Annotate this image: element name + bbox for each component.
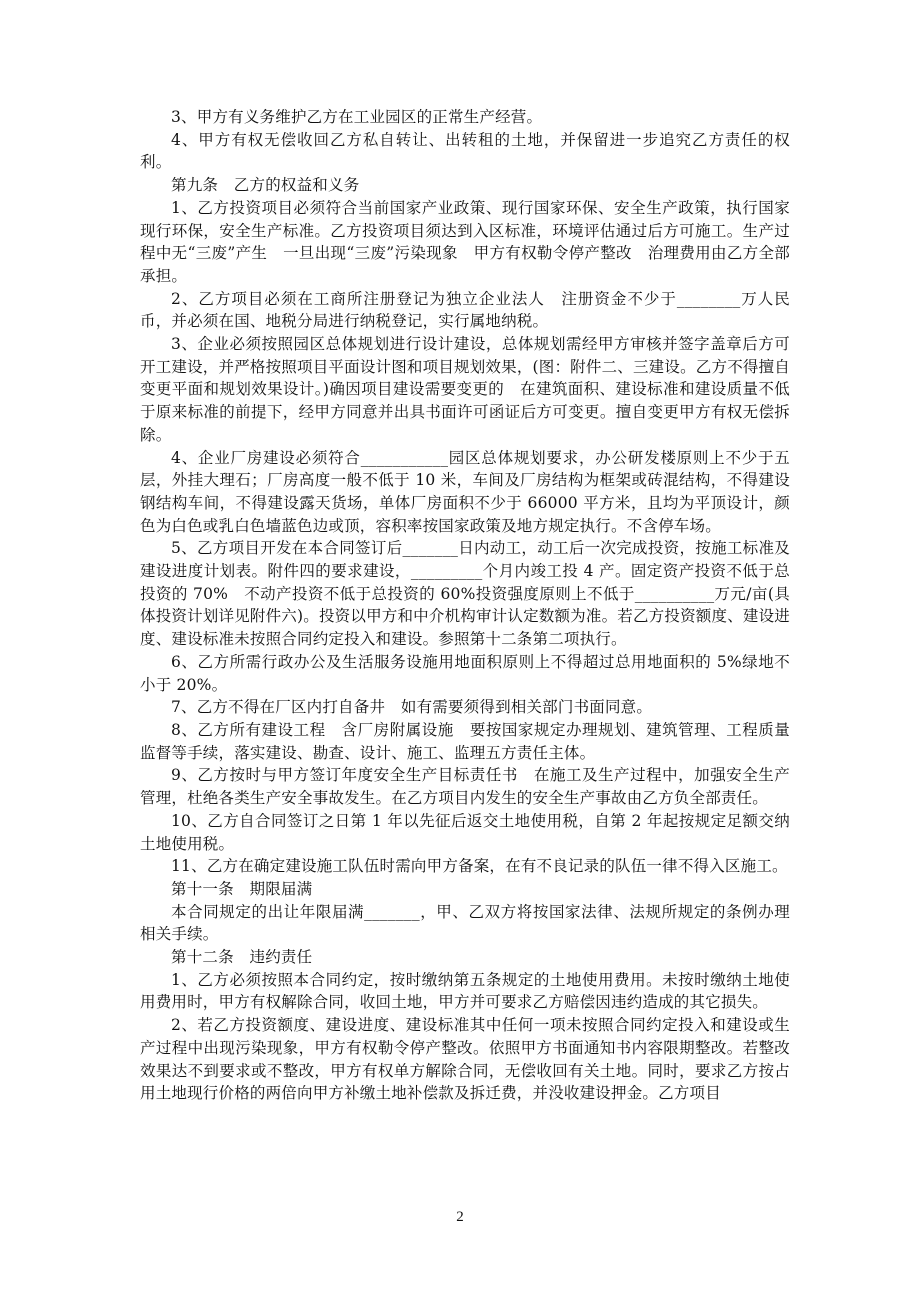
clause-9-8: 8、乙方所有建设工程 含厂房附属设施 要按国家规定办理规划、建筑管理、工程质量监督等手续，落实建设、勘查、设计、施工、监理五方责任主体。 xyxy=(140,720,790,762)
clause-12-1: 1、乙方必须按照本合同约定，按时缴纳第五条规定的土地使用费用。未按时缴纳土地使用费用时，甲方有权解除合同，收回土地，甲方并可要求乙方赔偿因违约造成的其它损失。 xyxy=(140,970,790,1012)
article-12-heading: 第十二条 违约责任 xyxy=(171,948,313,967)
clause-9-9: 9、乙方按时与甲方签订年度安全生产目标责任书 在施工及生产过程中，加强安全生产管理，杜绝各类生产安全事故发生。在乙方项目内发生的安全生产事故由乙方负全部责任。 xyxy=(140,766,790,808)
article-11-heading: 第十一条 期限届满 xyxy=(171,879,313,898)
clause-9-11: 11、乙方在确定建设施工队伍时需向甲方备案，在有不良记录的队伍一律不得入区施工。 xyxy=(171,857,788,876)
clause-9-1: 1、乙方投资项目必须符合当前国家产业政策、现行国家环保、安全生产政策，执行国家现行环保，安全生产标准。乙方投资项目须达到入区标准，环境评估通过后方可施工。生产过程中无“三废”产生 一旦出现“三废”污染现象 甲方有权勒令停产整改 治理费用由乙方全部承担。 xyxy=(140,198,790,285)
clause-12-2: 2、若乙方投资额度、建设进度、建设标准其中任何一项未按照合同约定投入和建设或生产过程中出现污染现象，甲方有权勒令停产整改。依照甲方书面通知书内容限期整改。若整改效果达不到要求或不整改，甲方有权单方解除合同，无偿收回有关土地。同时，要求乙方按占用土地现行价格的两倍向甲方补缴土地补偿款及拆迁费，并没收建设押金。乙方项目 xyxy=(140,1016,790,1103)
clause-9-7: 7、乙方不得在厂区内打自备井 如有需要须得到相关部门书面同意。 xyxy=(171,698,653,717)
clause-9-4: 4、企业厂房建设必须符合___________园区总体规划要求，办公研发楼原则上不少于五层，外挂大理石；厂房高度一般不低于 10 米，车间及厂房结构为框架或砖混结构，不得建设钢结构车间，不得建设露天货场，单体厂房面积不少于 66000 平方米，且均为平顶设计，颜色为白色或乳白色墙蓝色边或顶，容积率按国家政策及地方规定执行。不含停车场。 xyxy=(140,448,790,535)
document-body xyxy=(140,106,790,1105)
clause-9-10: 10、乙方自合同签订之日第 1 年以先征后返交土地使用税，自第 2 年起按规定足额交纳土地使用税。 xyxy=(140,811,790,853)
clause-9-5: 5、乙方项目开发在本合同签订后_______日内动工，动工后一次完成投资，按施工标准及建设进度计划表。附件四的要求建设，_________个月内竣工投 4 产。固定资产投资不低于总投资的 70% 不动产投资不低于总投资的 60%投资强度原则上不低于__________万元/亩(具体投资计划详见附件六)。投资以甲方和中介机构审计认定数额为准。若乙方投资额度、建设进度、建设标准未按照合同约定投入和建设。参照第十二条第二项执行。 xyxy=(140,539,790,649)
clause-11-text: 本合同规定的出让年限届满_______，甲、乙双方将按国家法律、法规所规定的条例办理相关手续。 xyxy=(140,902,790,944)
clause-9-3: 3、企业必须按照园区总体规划进行设计建设，总体规划需经甲方审核并签字盖章后方可开工建设，并严格按照项目平面设计图和项目规划效果，(图：附件二、三建设。乙方不得擅自变更平面和规划效果设计。)确因项目建设需要变更的 在建筑面积、建设标准和建设质量不低于原来标准的前提下，经甲方同意并出具书面许可函证后方可变更。擅自变更甲方有权无偿拆除。 xyxy=(140,335,790,444)
clause-8-4: 4、甲方有权无偿收回乙方私自转让、出转租的土地，并保留进一步追究乙方责任的权利。 xyxy=(140,130,790,172)
clause-9-2: 2、乙方项目必须在工商所注册登记为独立企业法人 注册资金不少于________万人民币，并必须在国、地税分局进行纳税登记，实行属地纳税。 xyxy=(140,289,790,331)
page-number: 2 xyxy=(456,1209,464,1225)
article-9-heading: 第九条 乙方的权益和义务 xyxy=(171,176,360,195)
clause-8-3: 3、甲方有义务维护乙方在工业园区的正常生产经营。 xyxy=(171,108,543,126)
clause-9-6: 6、乙方所需行政办公及生活服务设施用地面积原则上不得超过总用地面积的 5%绿地不小于 20%。 xyxy=(140,652,790,694)
